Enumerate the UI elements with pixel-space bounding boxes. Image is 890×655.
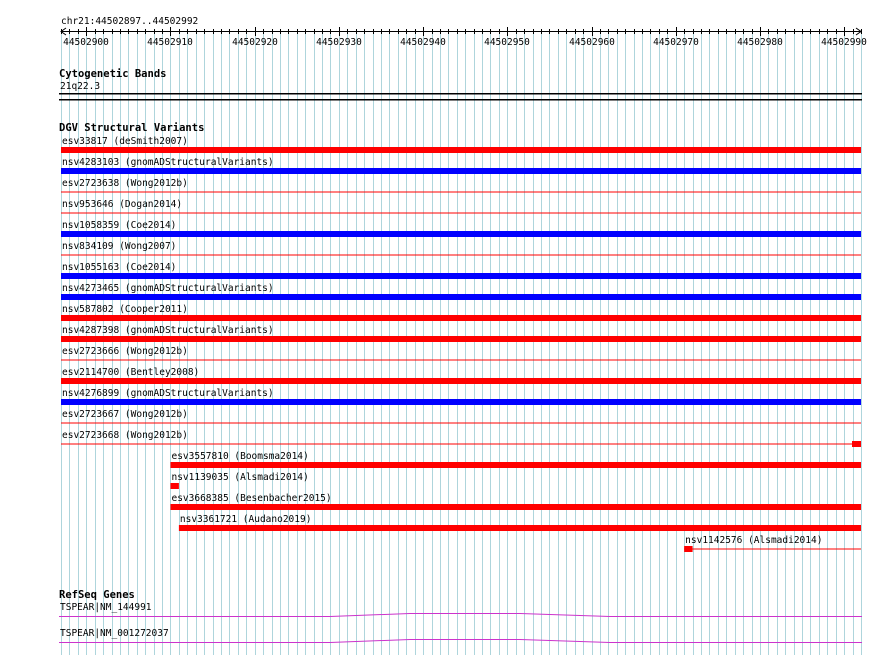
dgv-feature-label: esv3668385 (Besenbacher2015) [171, 493, 332, 504]
dgv-feature-line [61, 213, 861, 214]
dgv-feature-bar [61, 315, 861, 321]
dgv-feature-bar [61, 378, 861, 384]
dgv-feature-label: esv2723638 (Wong2012b) [62, 178, 188, 189]
dgv-feature-label: nsv4273465 (gnomADStructuralVariants) [62, 283, 274, 294]
dgv-feature-block [684, 546, 692, 552]
dgv-feature-label: nsv953646 (Dogan2014) [62, 199, 183, 210]
dgv-feature[interactable] [61, 283, 861, 300]
ruler-tick-label: 44502940 [400, 37, 446, 48]
dgv-feature-label: esv3557810 (Boomsma2014) [171, 451, 309, 462]
ruler-tick-label: 44502980 [737, 37, 783, 48]
ruler-tick-label: 44502910 [147, 37, 193, 48]
ruler-location: chr21:44502897..44502992 [61, 16, 199, 27]
dgv-feature-label: nsv1058359 (Coe2014) [62, 220, 177, 231]
dgv-feature-bar [170, 483, 178, 489]
dgv-feature[interactable] [61, 409, 861, 424]
dgv-feature-label: nsv4283103 (gnomADStructuralVariants) [62, 157, 274, 168]
dgv-feature[interactable] [170, 451, 861, 468]
dgv-feature[interactable] [61, 304, 861, 321]
dgv-feature-label: esv2114700 (Bentley2008) [62, 367, 200, 378]
ruler-tick-label: 44502950 [484, 37, 530, 48]
dgv-feature-label: esv2723667 (Wong2012b) [62, 409, 188, 420]
dgv-feature-bar [61, 147, 861, 153]
ruler-tick-label: 44502960 [569, 37, 615, 48]
dgv-feature-label: nsv587802 (Cooper2011) [62, 304, 188, 315]
dgv-feature[interactable] [684, 535, 861, 552]
dgv-feature[interactable] [61, 388, 861, 405]
ruler-tick-label: 44502900 [63, 37, 109, 48]
dgv-feature-block [852, 441, 861, 447]
ruler-tick-label: 44502920 [232, 37, 278, 48]
dgv-track-title: DGV Structural Variants [59, 122, 205, 134]
dgv-feature[interactable] [61, 178, 861, 193]
dgv-feature-bar [61, 336, 861, 342]
dgv-feature[interactable] [61, 241, 861, 256]
dgv-feature[interactable] [61, 430, 861, 447]
dgv-feature-label: nsv1139035 (Alsmadi2014) [171, 472, 309, 483]
ruler [61, 16, 867, 48]
dgv-feature-label: esv2723668 (Wong2012b) [62, 430, 188, 441]
dgv-feature-label: nsv4287398 (gnomADStructuralVariants) [62, 325, 274, 336]
dgv-feature-line [61, 423, 861, 424]
dgv-feature-label: nsv1142576 (Alsmadi2014) [685, 535, 823, 546]
ruler-axis [61, 27, 867, 48]
dgv-feature[interactable] [170, 493, 861, 510]
dgv-feature-bar [170, 504, 861, 510]
dgv-feature[interactable] [61, 346, 861, 361]
dgv-feature[interactable] [179, 514, 861, 531]
dgv-feature-label: nsv4276899 (gnomADStructuralVariants) [62, 388, 274, 399]
dgv-feature[interactable] [61, 199, 861, 214]
refseq-gene-label: TSPEAR|NM_001272037 [60, 628, 169, 639]
dgv-feature-label: esv2723666 (Wong2012b) [62, 346, 188, 357]
ruler-tick-label: 44502930 [316, 37, 362, 48]
dgv-feature-line [61, 444, 861, 445]
dgv-feature[interactable] [61, 262, 861, 279]
dgv-feature-line [61, 192, 861, 193]
track-separator [59, 99, 862, 101]
dgv-feature-bar [61, 273, 861, 279]
dgv-feature[interactable] [61, 220, 861, 237]
dgv-feature-label: nsv834109 (Wong2007) [62, 241, 177, 252]
cytoband-track-title: Cytogenetic Bands [59, 68, 167, 80]
dgv-feature[interactable] [61, 157, 861, 174]
cytoband-ideogram-line [59, 93, 862, 95]
refseq-track-title: RefSeq Genes [59, 589, 135, 601]
dgv-feature[interactable] [61, 367, 861, 384]
dgv-feature-bar [61, 168, 861, 174]
dgv-feature-bar [179, 525, 861, 531]
dgv-feature-bar [61, 399, 861, 405]
dgv-feature-label: nsv3361721 (Audano2019) [179, 514, 312, 525]
dgv-feature-bar [61, 294, 861, 300]
dgv-feature-label: esv33817 (deSmith2007) [62, 136, 188, 147]
dgv-feature-list [61, 136, 861, 552]
dgv-feature-bar [61, 231, 861, 237]
dgv-feature[interactable] [61, 325, 861, 342]
cytoband-label: 21q22.3 [60, 81, 101, 92]
dgv-feature-label: nsv1055163 (Coe2014) [62, 262, 177, 273]
dgv-feature-line [61, 360, 861, 361]
ruler-tick-label: 44502970 [653, 37, 699, 48]
dgv-feature-bar [170, 462, 861, 468]
refseq-gene-label: TSPEAR|NM_144991 [60, 602, 152, 613]
dgv-feature-line [61, 255, 861, 256]
dgv-feature[interactable] [61, 136, 861, 153]
ruler-tick-label: 44502990 [821, 37, 867, 48]
dgv-feature-line [684, 549, 861, 550]
